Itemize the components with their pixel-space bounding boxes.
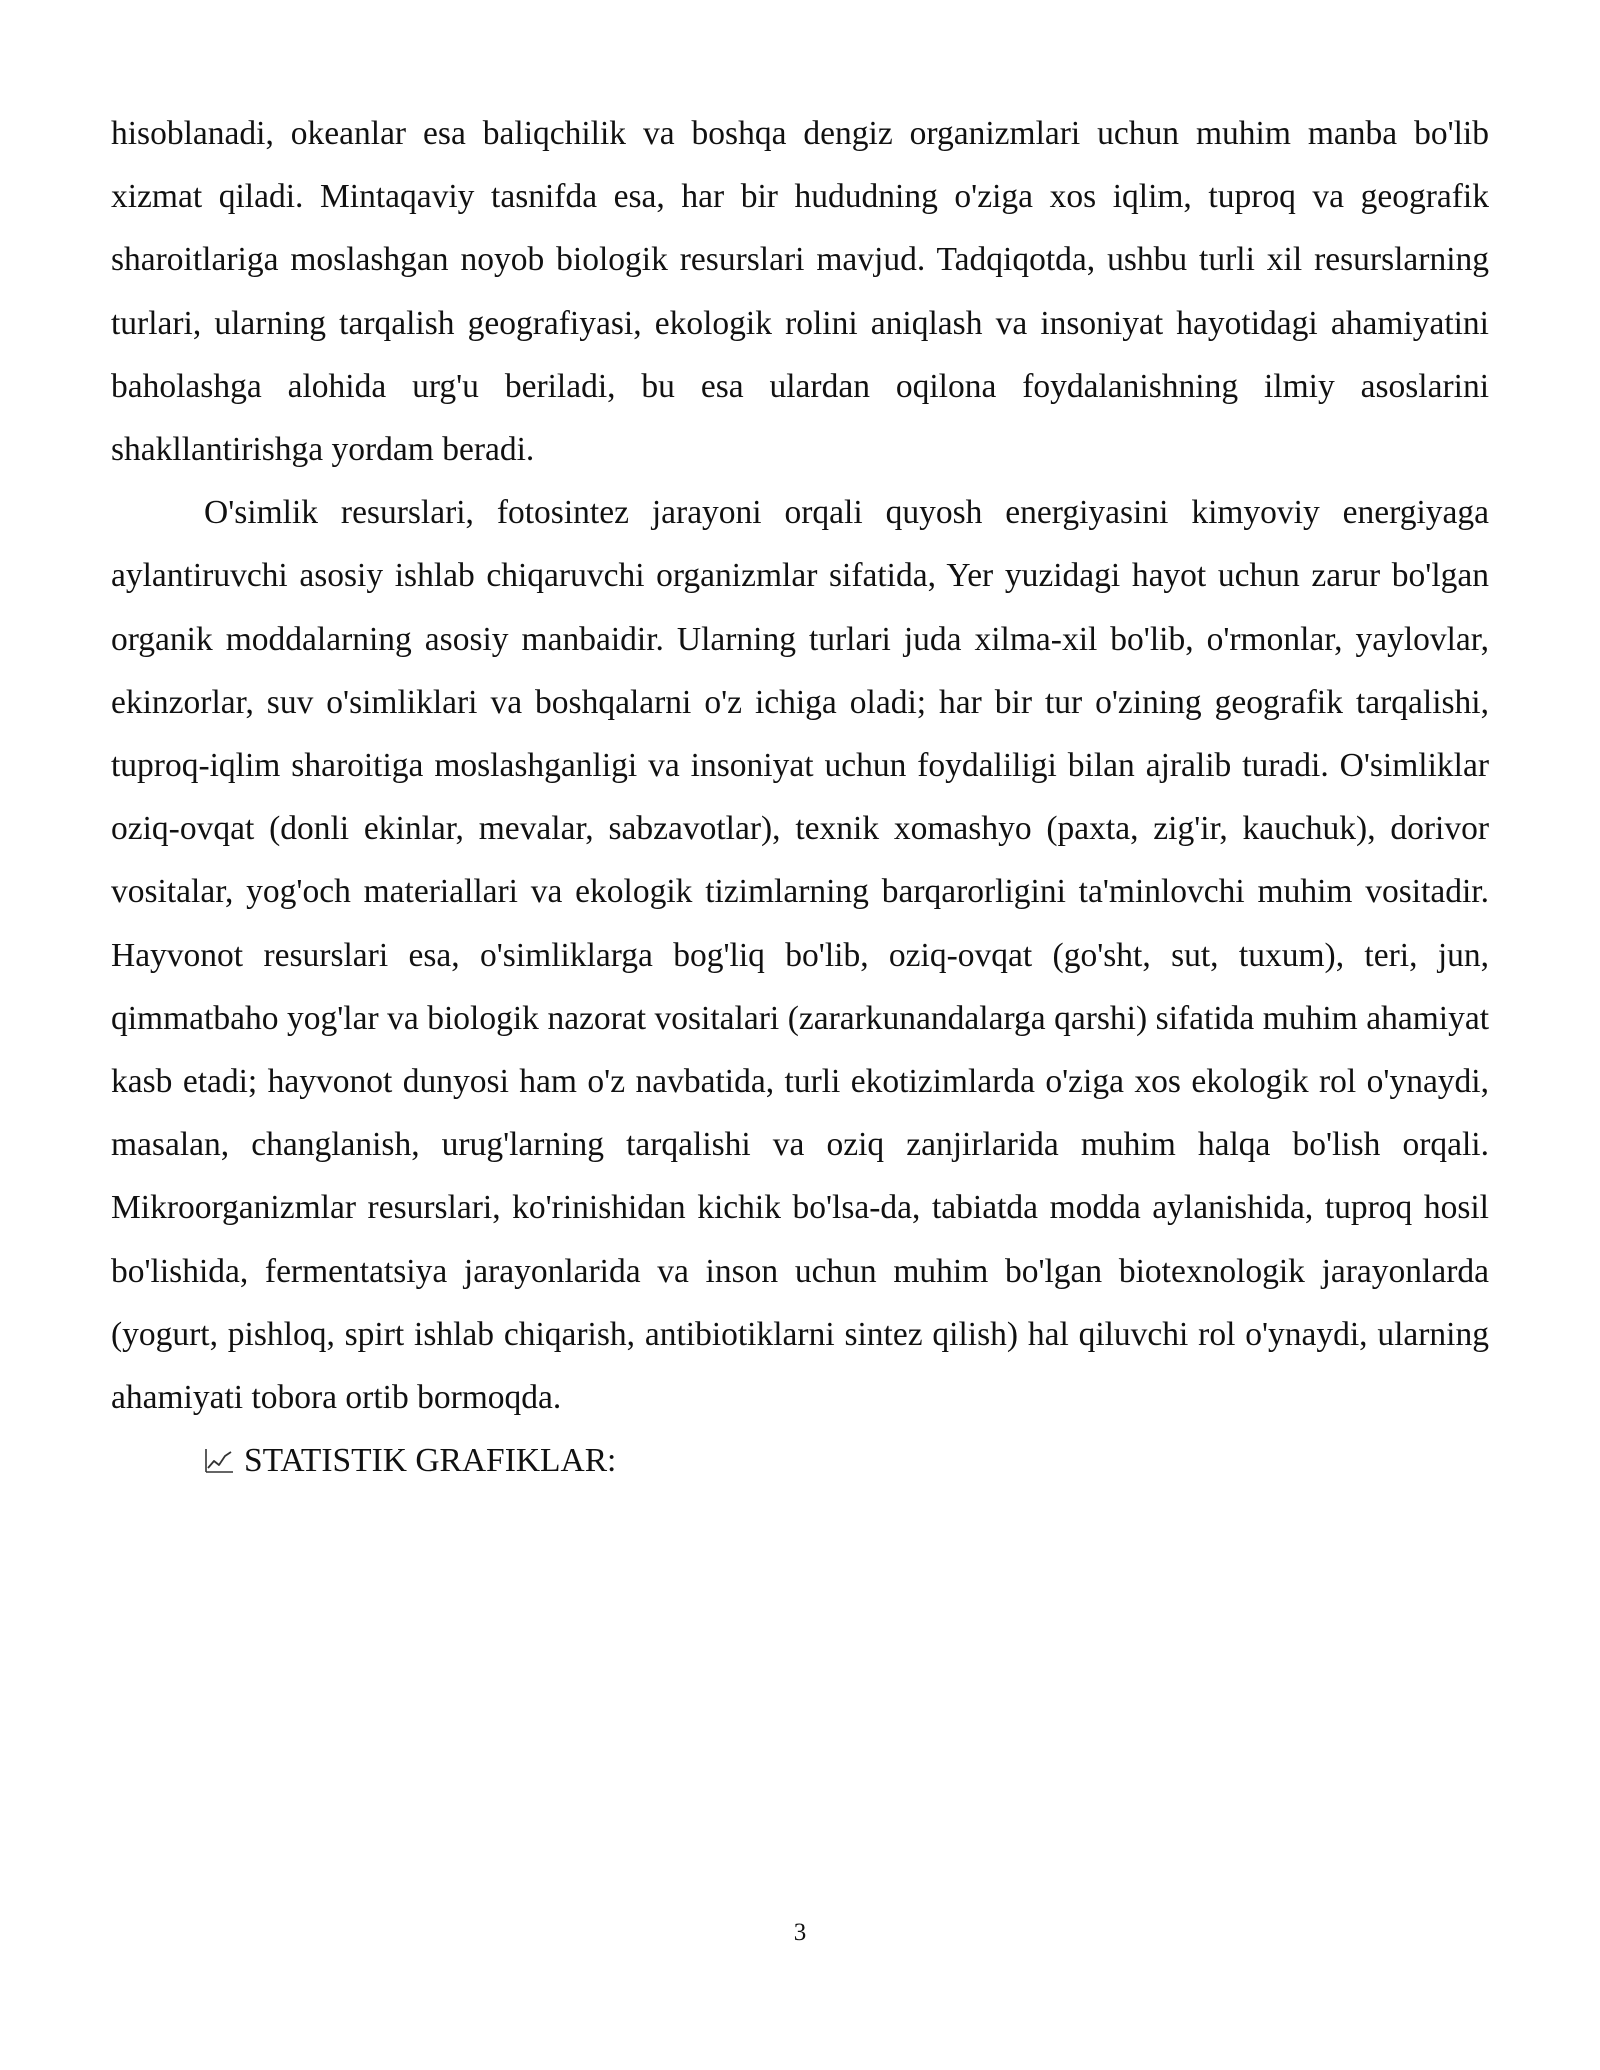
body-paragraph-2: O'simlik resurslari, fotosintez jarayoni orqali quyosh energiyasini kimyoviy energiyaga aylantiruvchi asosiy ishlab chiqaruvchi organizmlar sifatida, Yer yuzidagi hayot uchun zarur bo'lgan organik moddalarning asosiy manbaidir. Ularning turlari juda xilma-xil bo'lib, o'rmonlar, yaylovlar, ekinzorlar, suv o'simliklari va boshqalarni o'z ichiga oladi; har bir tur o'zining geografik tarqalishi, tuproq-iqlim sharoitiga moslashganligi va insoniyat uchun foydaliligi bilan ajralib turadi. O'simliklar oziq-ovqat (donli ekinlar, mevalar, sabzavotlar), texnik xomashyo (paxta, zig'ir, kauchuk), dorivor vositalar, yog'och materiallari va ekologik tizimlarning barqarorligini ta'minlovchi muhim vositadir. Hayvonot resurslari esa, o'simliklarga bog'liq bo'lib, oziq-ovqat (go'sht, sut, tuxum), teri, jun, qimmatbaho yog'lar va biologik nazorat vositalari (zararkunandalarga qarshi) sifatida muhim ahamiyat kasb etadi; hayvonot dunyosi ham o'z navbatida, turli ekotizimlarda o'ziga xos ekologik rol o'ynaydi, masalan, changlanish, urug'larning tarqalishi va oziq zanjirlarida muhim halqa bo'lish orqali. Mikroorganizmlar resurslari, ko'rinishidan kichik bo'lsa-da, tabiatda modda aylanishida, tuproq hosil bo'lishida, fermentatsiya jarayonlarida va inson uchun muhim bo'lgan biotexnologik jarayonlarda (yogurt, pishloq, spirt ishlab chiqarish, antibiotiklarni sintez qilish) hal qiluvchi rol o'ynaydi, ularning ahamiyati tobora ortib bormoqda. <box>111 494 1489 1417</box>
section-heading-text: STATISTIK GRAFIKLAR: <box>244 1442 617 1480</box>
document-page <box>111 102 1489 1492</box>
page-number: 3 <box>793 1919 807 1946</box>
body-paragraph-1: hisoblanadi, okeanlar esa baliqchilik va boshqa dengiz organizmlari uchun muhim manba bo'lib xizmat qiladi. Mintaqaviy tasnifda esa, har bir hududning o'ziga xos iqlim, tuproq va geografik sharoitlariga moslashgan noyob biologik resurslari mavjud. Tadqiqotda, ushbu turli xil resurslarning turlari, ularning tarqalish geografiyasi, ekologik rolini aniqlash va insoniyat hayotidagi ahamiyatini baholashga alohida urg'u beriladi, bu esa ulardan oqilona foydalanishning ilmiy asoslarini shakllantirishga yordam beradi. <box>111 115 1489 469</box>
chart-increasing-icon <box>204 1432 234 1458</box>
section-heading <box>111 1429 1489 1492</box>
